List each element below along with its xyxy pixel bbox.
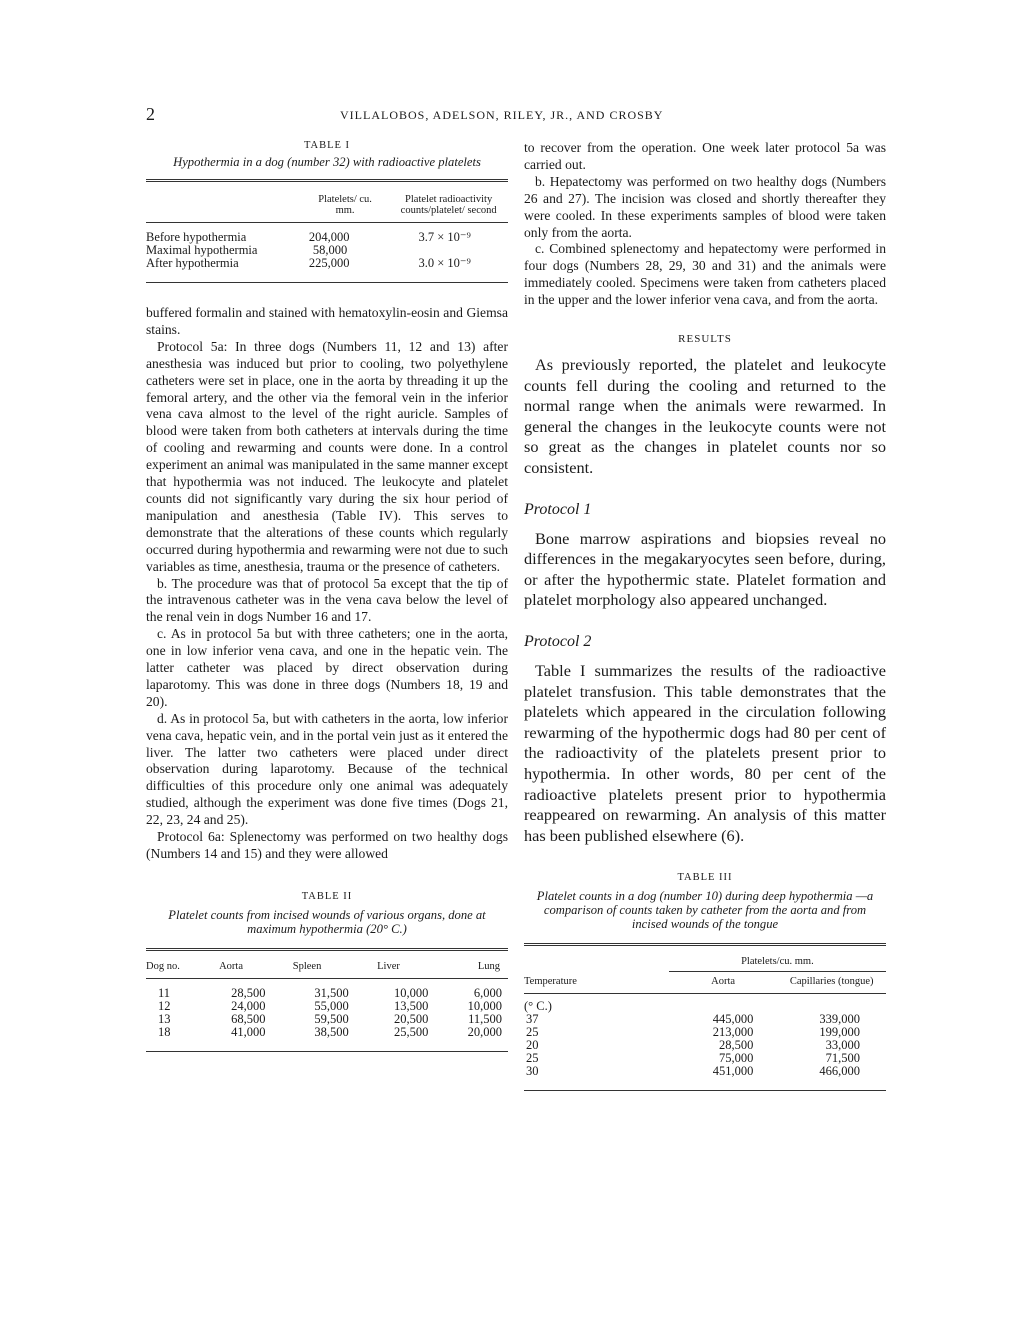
table3-cell: 28,500 [719, 1038, 754, 1053]
table2-cell: 10,000 [393, 985, 429, 1000]
results-heading: RESULTS [678, 333, 732, 346]
table2-cell: 11,500 [468, 1011, 502, 1026]
table1-row-platelets: 204,000 [308, 230, 350, 244]
table2-cell: 41,000 [231, 1024, 266, 1039]
table2-cell: 20,000 [467, 1024, 502, 1039]
protocol2-heading: Protocol 2 [524, 633, 592, 650]
table-row [524, 1065, 886, 1091]
table3-col-aorta: Aorta [711, 976, 736, 988]
table2-cell: 31,500 [314, 985, 349, 1000]
table2-cell: 12 [158, 998, 171, 1013]
paragraph: c. As in protocol 5a but with three catheters; one in the aorta, one in low inferior vena cava, and one in the hepatic vein. The latter catheter was placed by direct observation during laparotomy. This was done in three dogs (Numbers 18, 19 and 20). [146, 626, 508, 709]
paragraph: Protocol 6a: Splenectomy was performed on two healthy dogs (Numbers 14 and 15) and they were allowed [146, 829, 508, 861]
table3-unit: (° C.) [524, 999, 552, 1014]
table2-cell: 38,500 [314, 1024, 349, 1039]
table3-cell: 213,000 [712, 1025, 754, 1040]
table2-cell: 25,500 [393, 1024, 429, 1039]
table1-col-platelets: Platelets/ cu. mm. [318, 194, 372, 216]
paragraph: to recover from the operation. One week later protocol 5a was carried out. [524, 140, 886, 172]
table3-cell: 445,000 [712, 1012, 754, 1027]
table3-cell: 451,000 [712, 1064, 754, 1079]
table2-col-lung: Lung [477, 960, 500, 972]
left-column [146, 140, 508, 1052]
table1-row-label: Before hypothermia [146, 230, 247, 244]
table-row [146, 978, 508, 1000]
table3-group-header: Platelets/cu. mm. [669, 945, 886, 972]
table1-row-radio: 3.0 × 10⁻⁹ [418, 256, 471, 270]
table2-col-spleen: Spleen [292, 960, 322, 972]
table-row [146, 223, 508, 245]
table1-col-radio: Platelet radioactivity counts/platelet/ second [400, 194, 497, 216]
paragraph: Protocol 5a: In three dogs (Numbers 11, 12 and 13) after anesthesia was induced but prior to cooling, two polyethylene catheters were set in place, one in the aorta by threading it up the femoral artery, and the other via the femoral vein in the inferior vena cava almost to the level of the right auricle. Samples of blood were taken from both catheters at intervals during the time of cooling and rewarming and counts were done. In a control experiment an animal was manipulated in the same manner except that hypothermia was not induced. The leukocyte and platelet counts did not significantly vary during the six hour period of manipulation and anesthesia (Table IV). This serves to demonstrate that the alterations of these counts which regularly occurred during hypothermia and rewarming were not due to such variables as time, anesthesia, trauma or the presence of catheters. [146, 338, 508, 574]
table3-cell: 339,000 [819, 1012, 860, 1027]
protocol1-paragraph: Bone marrow aspirations and biopsies reveal no differences in the megakaryocytes seen before, during, or after the hypothermic state. Platelet formation and platelet morphology also appeared unchanged. [524, 528, 886, 610]
table2-cell: 59,500 [314, 1011, 349, 1026]
table1-caption: TABLE I [303, 140, 351, 151]
results-paragraph: As previously reported, the platelet and leukocyte counts fell during the cooling and returned to the normal range when the animals were rewarmed. In general the changes in the leukocyte counts were not so great as the changes in platelet counts nor so consistent. [524, 355, 886, 478]
table3-cell: 71,500 [825, 1051, 860, 1066]
table1-row-platelets: 58,000 [312, 243, 348, 257]
protocol2-paragraph: Table I summarizes the results of the radioactive platelet transfusion. This table demonstrates that the platelets which appeared in the circulation following rewarming of the hypothermic dogs had 80 per cent of the radioactivity of the platelets present prior to hypothermia. In other words, 80 per cent of the radioactive platelets present prior to hypothermia reappeared on rewarming. An analysis of this matter has been published elsewhere (6). [524, 661, 886, 845]
table3-title: Platelet counts in a dog (number 10) during deep hypothermia —a comparison of counts taken by catheter from the aorta and from incised wounds of the tongue [536, 889, 874, 932]
table2-cell: 55,000 [314, 998, 349, 1013]
table2-cell: 18 [158, 1024, 171, 1039]
table3-cell: 199,000 [819, 1025, 860, 1040]
table3-cell: 33,000 [825, 1038, 860, 1053]
table1-row-label: After hypothermia [146, 256, 239, 270]
right-column [524, 140, 886, 1091]
table3-cell: 466,000 [819, 1064, 860, 1079]
table2-cell: 11 [158, 985, 171, 1000]
table-row [146, 1000, 508, 1013]
protocol1-heading: Protocol 1 [524, 500, 592, 518]
table2-cell: 13 [158, 1011, 171, 1026]
table-row [146, 1026, 508, 1052]
table2-cell: 13,500 [393, 998, 429, 1013]
paragraph: b. Hepatectomy was performed on two healthy dogs (Numbers 26 and 27). The incision was closed and shortly thereafter they were cooled. In these experiments samples of blood were taken only from the aorta. [524, 173, 886, 240]
table-row [146, 1013, 508, 1026]
paragraph: buffered formalin and stained with hematoxylin-eosin and Giemsa stains. [146, 305, 508, 337]
table3-caption: TABLE III [677, 872, 733, 884]
table2-cell: 24,000 [231, 998, 266, 1013]
paragraph: b. The procedure was that of protocol 5a except that the tip of the intravenous catheter was in the vena cava below the level of the renal vein in dogs Number 16 and 17. [146, 575, 508, 625]
table3-cell: 37 [526, 1012, 539, 1027]
table2-caption: TABLE II [301, 890, 353, 902]
paragraph: d. As in protocol 5a, but with catheters in the aorta, low inferior vena cava, hepatic vein, and in the portal vein just as it entered the liver. The latter two catheters were placed under direct observation during laparotomy. Because of the technical difficulties of this procedure only one animal was adequately studied, although the experiment was done five times (Dogs 21, 22, 23, 24 and 25). [146, 710, 508, 828]
paragraph: c. Combined splenectomy and hepatectomy were performed in four dogs (Numbers 28, 29, 30 and 31) and the animals were immediately cooled. Specimens were taken from catheters placed in the upper and the lower inferior vena cava, and from the aorta. [524, 241, 886, 308]
table3-col-capillaries: Capillaries (tongue) [789, 976, 874, 988]
table1 [146, 179, 508, 283]
table2-title: Platelet counts from incised wounds of various organs, done at maximum hypothermia (20° C.) [168, 907, 486, 936]
table2-cell: 10,000 [467, 998, 502, 1013]
table2-col-liver: Liver [377, 960, 400, 972]
page-number: 2 [146, 104, 155, 124]
table1-title: Hypothermia in a dog (number 32) with radioactive platelets [173, 155, 481, 169]
table2-cell: 68,500 [231, 1011, 266, 1026]
table3-cell: 75,000 [719, 1051, 754, 1066]
table3-cell: 25 [526, 1051, 539, 1066]
table3 [524, 943, 886, 1091]
table2-col-dog: Dog no. [146, 960, 180, 972]
table3-col-temp: Temperature [524, 976, 577, 988]
table-row [146, 257, 508, 283]
table2-cell: 6,000 [473, 985, 502, 1000]
table2-cell: 20,500 [393, 1011, 429, 1026]
table1-row-platelets: 225,000 [308, 256, 350, 270]
running-head: VILLALOBOS, ADELSON, RILEY, JR., AND CROSBY [340, 108, 664, 122]
table3-cell: 30 [526, 1064, 539, 1079]
table1-row-radio: 3.7 × 10⁻⁹ [418, 230, 471, 244]
table2 [146, 948, 508, 1052]
table2-col-aorta: Aorta [219, 960, 244, 972]
table1-row-label: Maximal hypothermia [146, 243, 258, 257]
table3-cell: 25 [526, 1025, 539, 1040]
table3-cell: 20 [526, 1038, 539, 1053]
table2-cell: 28,500 [231, 985, 266, 1000]
